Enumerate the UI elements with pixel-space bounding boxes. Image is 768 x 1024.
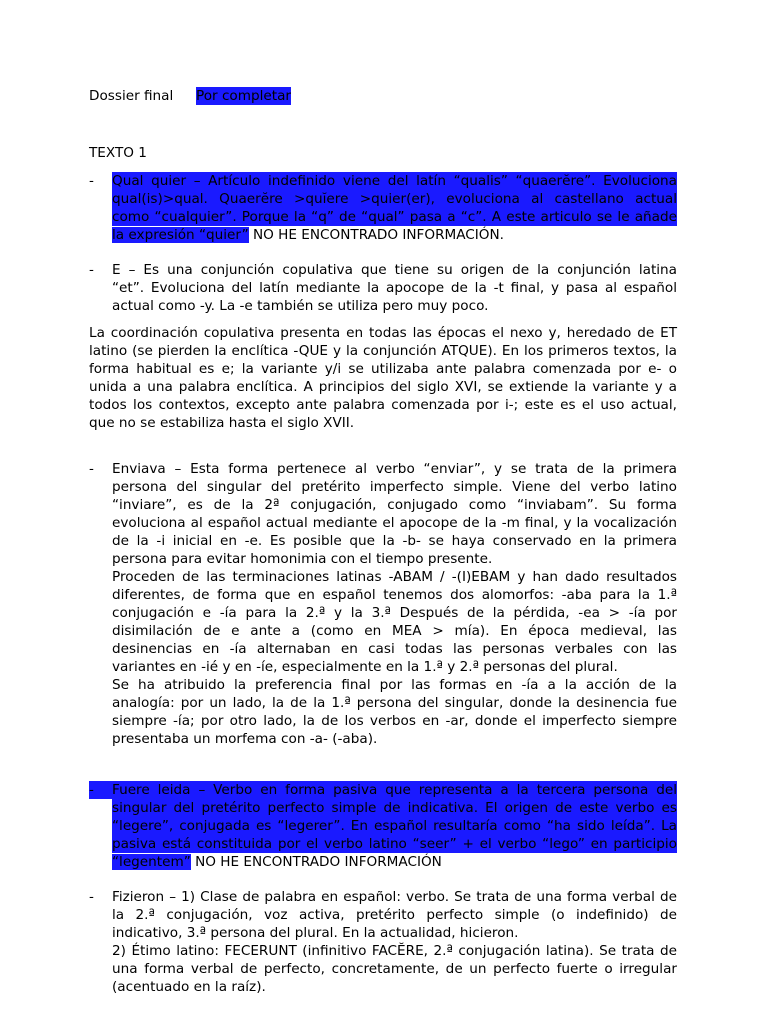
bullet-marker: -	[89, 173, 94, 189]
item-line: E – Es una conjunción copulativa que tiene su origen de la conjunción latina	[112, 262, 677, 278]
paragraph-line: todos los contextos, excepto ante palabra comenzada por i-; este es el uso actual,	[89, 397, 677, 413]
item-line: “et”. Evoluciona del latín mediante la apocope de la -t final, y pasa al español	[112, 280, 677, 296]
bullet-marker: -	[89, 461, 94, 477]
paragraph-line: La coordinación copulativa presenta en todas las épocas el nexo y, heredado de ET	[89, 325, 677, 341]
item-line: “legentem”	[112, 854, 191, 870]
item-line: Fizieron – 1) Clase de palabra en español: verbo. Se trata de una forma verbal de	[112, 889, 677, 905]
paragraph-line: latino (se pierden la enclítica -QUE y la conjunción ATQUE). En los primeros textos, la	[89, 343, 677, 359]
no-info-note: NO HE ENCONTRADO INFORMACIÓN	[190, 854, 442, 870]
item-line: como “cualquier”. Porque la “q” de “qual” pasa a “c”. A este articulo se le añade	[112, 209, 677, 225]
item-line: indicativo, 3.ª persona del plural. En la actualidad, hicieron.	[112, 925, 519, 941]
bullet-marker: -	[89, 262, 94, 278]
paragraph-line: forma habitual es e; la variante y/i se utilizaba ante palabra comenzada por e- o	[89, 361, 677, 377]
item-line: “inviare”, es de la 2ª conjugación, conjugado como “inviabam”. Su forma	[112, 497, 677, 513]
document-title: Dossier final	[89, 88, 174, 104]
item-line: desinencias en -ía alternaban en casi todas las personas verbales con las	[112, 641, 677, 657]
item-line: actual como -y. La -e también se utiliza pero muy poco.	[112, 298, 489, 314]
item-line: siempre -ía; por otro lado, la de los verbos en -ar, donde el imperfecto siempre	[112, 713, 677, 729]
item-line: evoluciona al español actual mediante el apocope de la -m final, y la vocalización	[112, 515, 677, 531]
item-line: disimilación de e ante a (como en MEA > mía). En época medieval, las	[112, 623, 677, 639]
item-line: persona para evitar homonimia con el tiempo presente.	[112, 551, 493, 567]
item-line: variantes en -ié y en -íe, especialmente en la 1.ª y 2.ª personas del plural.	[112, 659, 618, 675]
item-line: diferentes, de forma que en español tenemos dos alomorfos: -aba para la 1.ª	[112, 587, 677, 603]
item-line: la expresión “quier”	[112, 227, 249, 243]
item-line: Fuere leida – Verbo en forma pasiva que representa a la tercera persona del	[112, 782, 677, 798]
item-line: 2) Étimo latino: FECERUNT (infinitivo FACĔRE, 2.ª conjugación latina). Se trata de	[112, 943, 677, 959]
item-line: pasiva está constituida por el verbo latino “seer” + el verbo “lego” en participio	[112, 836, 677, 852]
item-line: presentaba un morfema con -a- (-aba).	[112, 731, 378, 747]
item-line: Qual quier – Artículo indefinido viene del latín “qualis” “quaerĕre”. Evoluciona	[112, 173, 677, 189]
item-line: (acentuado en la raíz).	[112, 979, 266, 995]
item-line: persona del singular del pretérito imperfecto simple. Viene del verbo latino	[112, 479, 677, 495]
item-line: singular del pretérito perfecto simple de indicativa. El origen de este verbo es	[112, 800, 677, 816]
item-line: conjugación e -ía para la 2.ª y la 3.ª Después de la pérdida, -ea > -ía por	[112, 605, 677, 621]
item-line: de la -i inicial en -e. Es posible que la -b- se haya conservado en la primera	[112, 533, 677, 549]
item-line: una forma verbal de perfecto, concretamente, de un perfecto fuerte o irregular	[112, 961, 677, 977]
section-title: TEXTO 1	[89, 145, 147, 161]
paragraph-line: que no se estabiliza hasta el siglo XVII.	[89, 415, 355, 431]
bullet-marker: -	[89, 781, 112, 799]
item-line: Proceden de las terminaciones latinas -ABAM / -(I)EBAM y han dado resultados	[112, 569, 677, 585]
item-line: la 2.ª conjugación, voz activa, pretérito perfecto simple (o indefinido) de	[112, 907, 677, 923]
item-line: “legere”, conjugada es “legerer”. En español resultaría como “ha sido leída”. La	[112, 818, 677, 834]
no-info-note: NO HE ENCONTRADO INFORMACIÓN.	[248, 227, 504, 243]
item-line: analogía: por un lado, la de la 1.ª persona del singular, donde la desinencia fue	[112, 695, 677, 711]
paragraph-line: unida a una palabra enclítica. A principios del siglo XVI, se extiende la variante y a	[89, 379, 677, 395]
status-highlight: Por completar	[196, 88, 291, 104]
item-line: qual(is)>qual. Quaerĕre >quĭere >quier(er), evolucionа al castellano actual	[112, 191, 677, 207]
bullet-marker: -	[89, 889, 94, 905]
item-line: Se ha atribuido la preferencia final por las formas en -ía a la acción de la	[112, 677, 677, 693]
item-line: Enviava – Esta forma pertenece al verbo “enviar”, y se trata de la primera	[112, 461, 677, 477]
